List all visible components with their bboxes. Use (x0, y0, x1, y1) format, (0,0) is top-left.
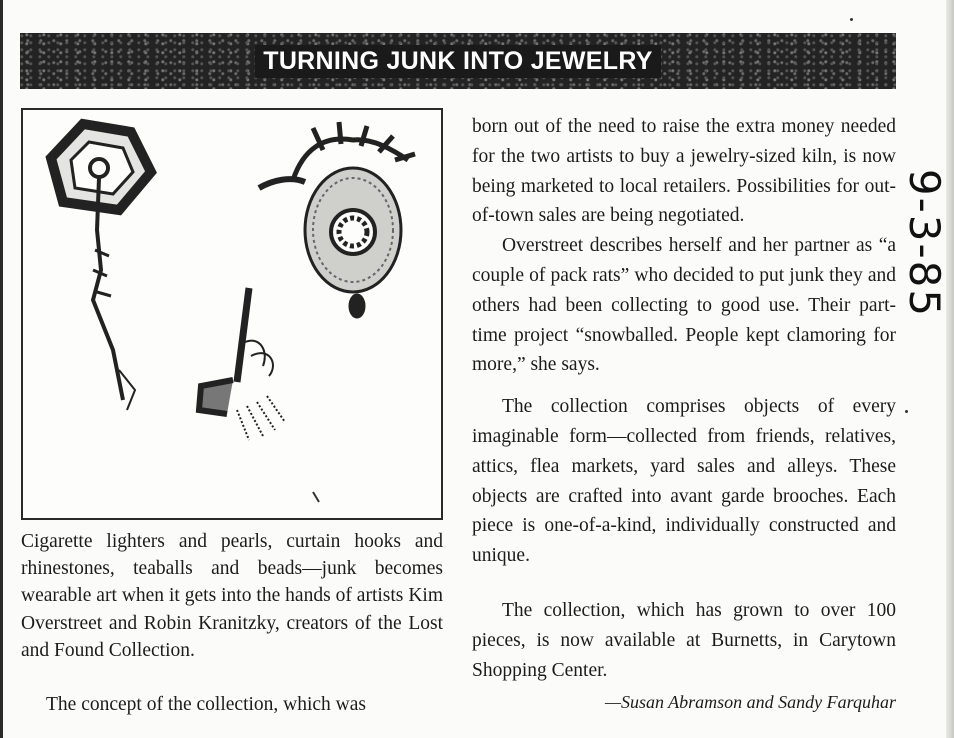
paragraph-1: born out of the need to raise the extra money needed for the two artists to buy a jewelry-sized kiln, is now being marketed to local retailers. Possibilities for out-of-town sales are being negotiated. (472, 116, 896, 227)
paper-speck (905, 410, 908, 413)
handwritten-date (896, 148, 954, 338)
paragraph-3: The collection comprises objects of every imaginable form—collected from friends, relatives, attics, flea markets, yard sales and alleys. These objects are crafted into avant garde brooches. Each piece is one-of-a-kind, individually constructed and unique. (472, 396, 896, 567)
paragraph-2: Overstreet describes herself and her partner as “a couple of pack rats” who decided to put junk they and others had been collecting to good use. Their part-time project “snowballed. People kept clamoring for more,” she says. (472, 235, 896, 376)
brooch-feather-stick (199, 288, 285, 440)
paragraph-start: The concept of the collection, which was (46, 694, 367, 715)
headline: TURNING JUNK INTO JEWELRY (255, 45, 660, 78)
handwritten-date-text: 9-3-85 (900, 168, 950, 318)
photo-caption: Cigarette lighters and pearls, curtain hooks and rhinestones, teaballs and beads—junk becomes wearable art when it gets into the hands of artists Kim Overstreet and Robin Kranitzky, creators of the Lost and Found Collection. (21, 531, 443, 661)
photo-speck (313, 492, 319, 502)
paper-speck (850, 18, 853, 21)
paragraph-4: The collection, which has grown to over 100 pieces, is now available at Burnetts, in Carytown Shopping Center. (472, 599, 896, 681)
clipping-edge-left (0, 0, 3, 738)
brooch-fan-rosette (259, 122, 415, 318)
jewelry-illustration (23, 110, 441, 518)
article-column-right (472, 112, 896, 718)
byline: —Susan Abramson and Sandy Farquhar (604, 692, 896, 713)
headline-banner (20, 33, 896, 89)
jewelry-photo (21, 108, 443, 520)
clipping-edge-right (946, 0, 954, 738)
brooch-diamond-pendant (51, 124, 151, 410)
